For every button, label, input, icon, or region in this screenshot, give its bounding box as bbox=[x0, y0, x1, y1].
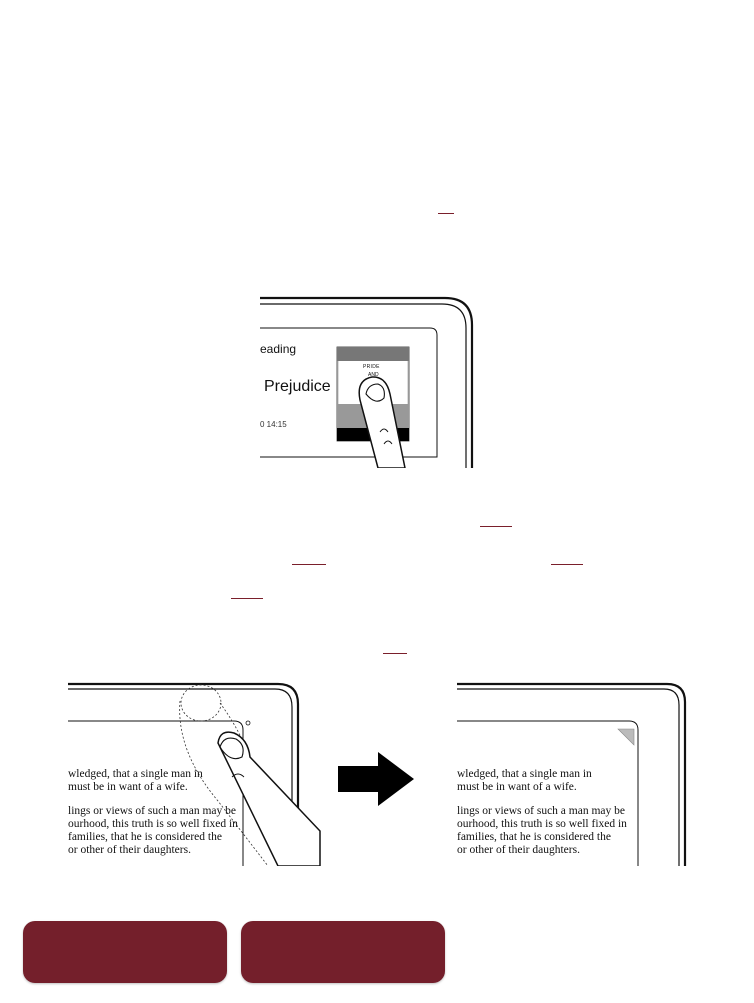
link-underline[interactable] bbox=[383, 653, 407, 654]
next-page-button[interactable] bbox=[241, 921, 445, 983]
timestamp: 0 14:15 bbox=[260, 420, 287, 429]
link-underline[interactable] bbox=[480, 526, 512, 527]
cover-text-2: AND bbox=[368, 372, 379, 378]
page-text-line: ourhood, this truth is so well fixed in bbox=[68, 818, 238, 830]
link-underline[interactable] bbox=[551, 564, 583, 565]
page-text-line: lings or views of such a man may be bbox=[68, 805, 236, 817]
link-underline[interactable] bbox=[438, 213, 454, 214]
arrow-right-icon bbox=[338, 752, 416, 806]
link-underline[interactable] bbox=[231, 598, 263, 599]
page-swipe-after-illustration bbox=[457, 681, 687, 866]
book-title: Prejudice bbox=[264, 378, 331, 395]
page-swipe-before-illustration bbox=[68, 681, 322, 866]
page-text-line: wledged, that a single man in bbox=[68, 768, 203, 780]
prev-page-button[interactable] bbox=[23, 921, 227, 983]
page-text-line: families, that he is considered the bbox=[457, 831, 611, 843]
page-text-line: must be in want of a wife. bbox=[457, 781, 577, 793]
page-text-line: families, that he is considered the bbox=[68, 831, 222, 843]
page-text-line: must be in want of a wife. bbox=[68, 781, 188, 793]
page-text-line: ourhood, this truth is so well fixed in bbox=[457, 818, 627, 830]
home-label: eading bbox=[260, 342, 297, 356]
bookmark-icon bbox=[618, 729, 634, 745]
page-text-line: or other of their daughters. bbox=[457, 844, 580, 856]
link-underline[interactable] bbox=[292, 564, 326, 565]
cover-text-1: PRIDE bbox=[363, 364, 380, 370]
page-text-line: wledged, that a single man in bbox=[457, 768, 592, 780]
page-text-line: lings or views of such a man may be bbox=[457, 805, 625, 817]
page-text-line: or other of their daughters. bbox=[68, 844, 191, 856]
tap-book-illustration bbox=[260, 292, 478, 468]
